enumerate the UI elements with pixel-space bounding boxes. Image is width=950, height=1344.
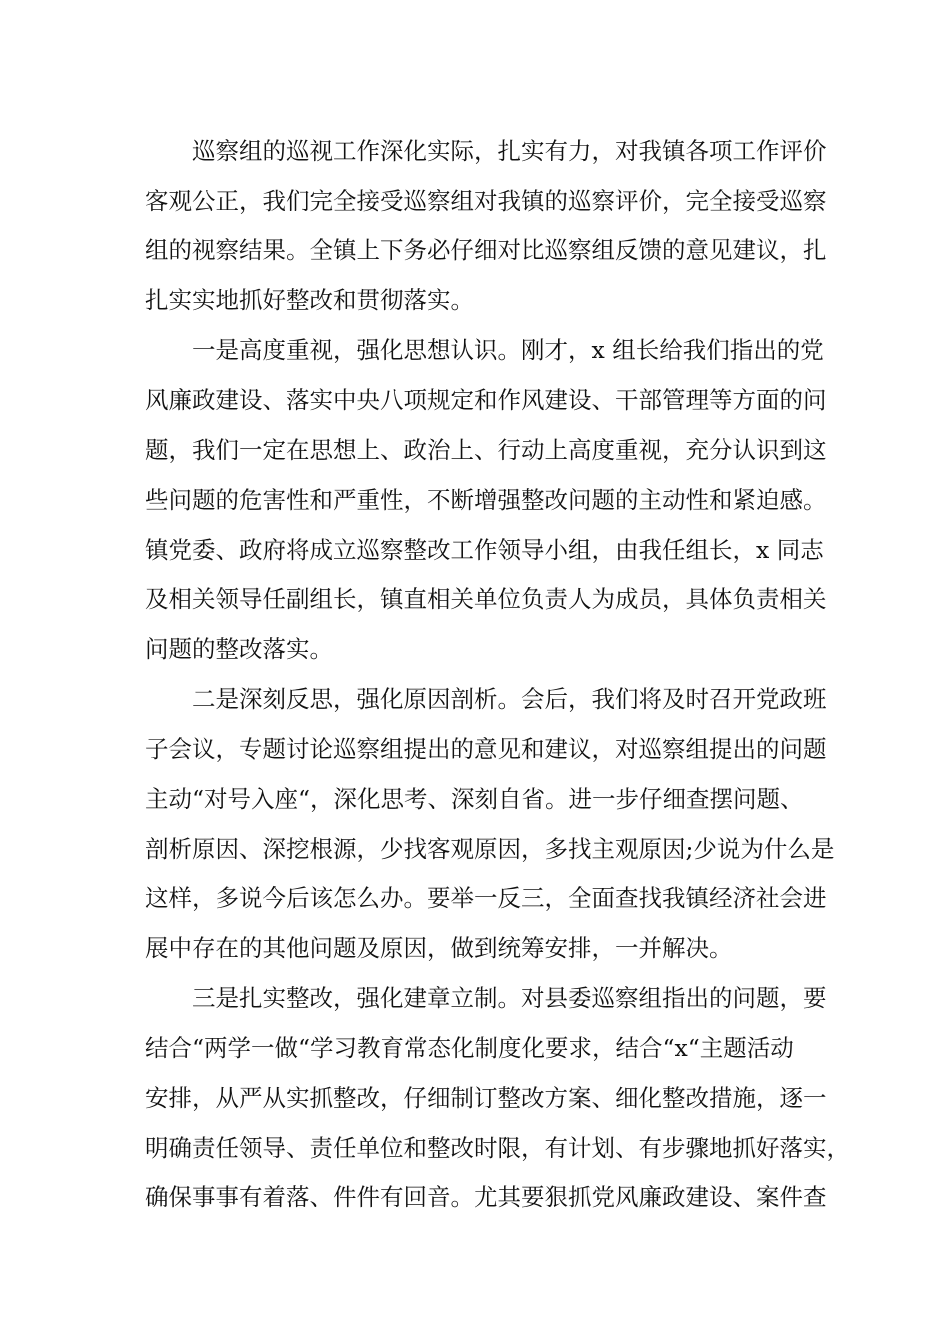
text-line: 这样，多说今后该怎么办。要举一反三，全面查找我镇经济社会进 — [145, 884, 827, 912]
text-line: 剖析原因、深挖根源，少找客观原因，多找主观原因;少说为什么是 — [145, 835, 835, 863]
text-line: 巡察组的巡视工作深化实际，扎实有力，对我镇各项工作评价 — [145, 137, 827, 165]
text-line: 安排，从严从实抓整改，仔细制订整改方案、细化整改措施，逐一 — [145, 1084, 827, 1112]
text-line: 问题的整改落实。 — [145, 635, 333, 663]
text-line: 组的视察结果。全镇上下务必仔细对比巡察组反馈的意见建议，扎 — [145, 236, 827, 264]
text-line: 三是扎实整改，强化建章立制。对县委巡察组指出的问题，要 — [145, 984, 827, 1012]
text-line: 客观公正，我们完全接受巡察组对我镇的巡察评价，完全接受巡察 — [145, 187, 827, 215]
text-line: 确保事事有着落、件件有回音。尤其要狠抓党风廉政建设、案件查 — [145, 1183, 827, 1211]
text-line: 一是高度重视，强化思想认识。刚才，x 组长给我们指出的党 — [145, 336, 824, 364]
text-line: 及相关领导任副组长，镇直相关单位负责人为成员，具体负责相关 — [145, 585, 827, 613]
text-line: 二是深刻反思，强化原因剖析。会后，我们将及时召开党政班 — [145, 685, 827, 713]
text-line: 子会议，专题讨论巡察组提出的意见和建议，对巡察组提出的问题 — [145, 735, 827, 763]
text-line: 镇党委、政府将成立巡察整改工作领导小组，由我任组长，x 同志 — [145, 536, 824, 564]
text-line: 展中存在的其他问题及原因，做到统筹安排，一并解决。 — [145, 934, 733, 962]
text-line: 明确责任领导、责任单位和整改时限，有计划、有步骤地抓好落实， — [145, 1134, 850, 1162]
text-line: 主动“对号入座“，深化思考、深刻自省。进一步仔细查摆问题、 — [145, 785, 804, 813]
text-line: 风廉政建设、落实中央八项规定和作风建设、干部管理等方面的问 — [145, 386, 827, 414]
text-line: 结合“两学一做“学习教育常态化制度化要求，结合“x“主题活动 — [145, 1034, 794, 1062]
text-line: 题，我们一定在思想上、政治上、行动上高度重视，充分认识到这 — [145, 436, 827, 464]
text-line: 扎实实地抓好整改和贯彻落实。 — [145, 286, 474, 314]
text-line: 些问题的危害性和严重性，不断增强整改问题的主动性和紧迫感。 — [145, 486, 827, 514]
